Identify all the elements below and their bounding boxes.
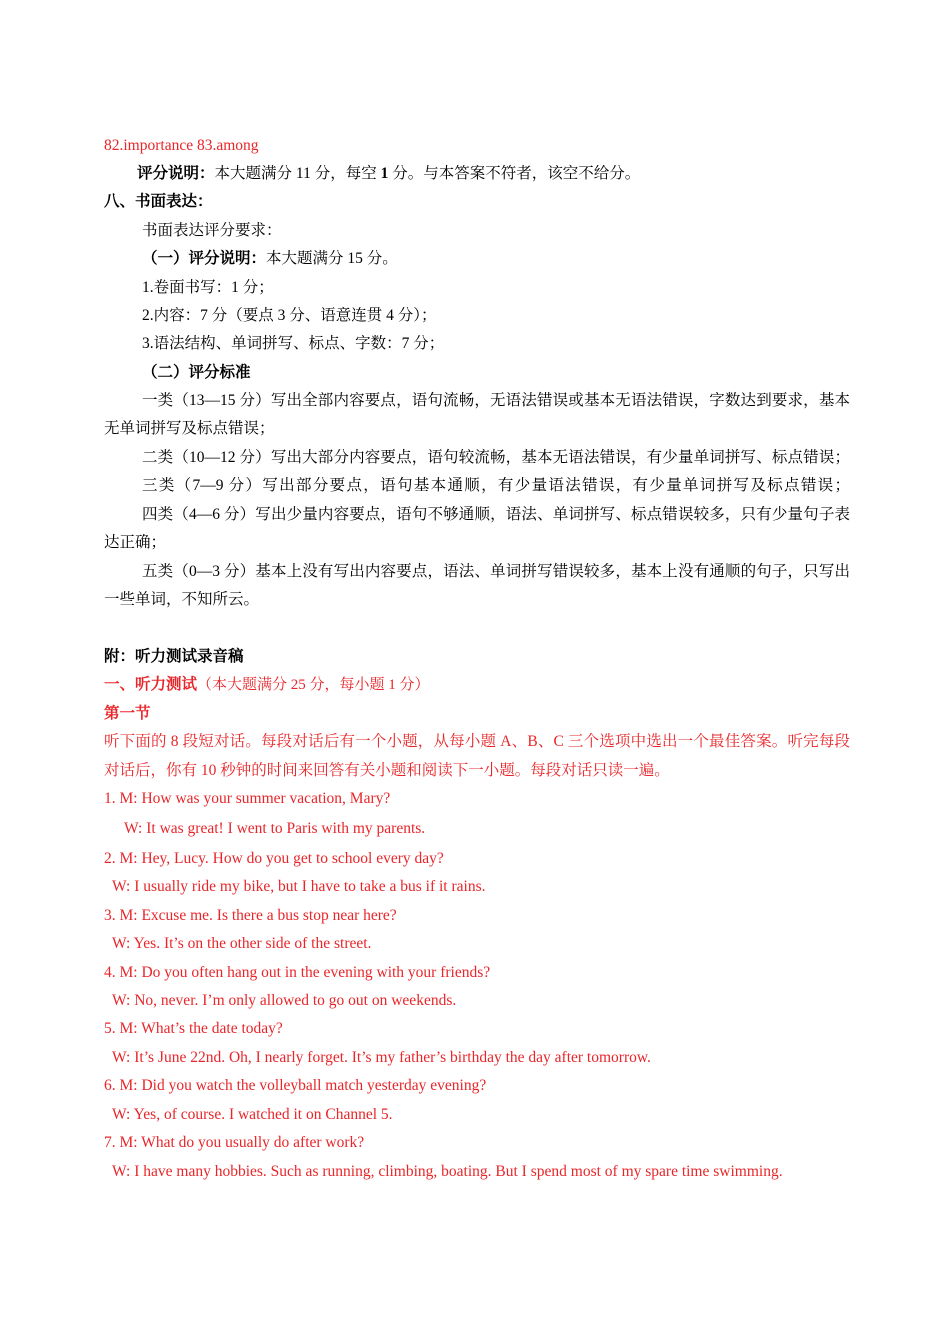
criteria-item: 3.语法结构、单词拼写、标点、字数：7 分； [142, 335, 445, 352]
listening-part-note: （本大题满分 25 分，每小题 1 分） [197, 677, 430, 693]
grade-1-line2: 无单词拼写及标点错误； [104, 420, 275, 437]
scoring-note [137, 164, 850, 184]
scoring-note-text: 本大题满分 11 分，每空 [214, 165, 381, 182]
dialogue-woman: W: I have many hobbies. Such as running, climbing, boating. But I spend most of my spare time swimming. [112, 1163, 783, 1180]
dialogue-man: 6. M: Did you watch the volleyball match yesterday evening? [104, 1077, 487, 1094]
dialogue-man: 5. M: What’s the date today? [104, 1020, 283, 1037]
scoring-description-text: 本大题满分 15 分。 [266, 250, 398, 267]
dialogue-woman: W: It’s June 22nd. Oh, I nearly forget. It’s my father’s birthday the day after tomorrow. [112, 1049, 651, 1066]
listening-part-label: 一、听力测试 [104, 676, 198, 693]
dialogue-man: 2. M: Hey, Lucy. How do you get to school every day? [104, 850, 444, 867]
appendix-heading: 附：听力测试录音稿 [104, 648, 244, 665]
dialogue-man: 1. M: How was your summer vacation, Mary? [104, 790, 391, 807]
criteria-item: 1.卷面书写：1 分； [142, 279, 274, 296]
dialogue-woman: W: I usually ride my bike, but I have to take a bus if it rains. [112, 878, 486, 895]
grade-4-line2: 达正确； [104, 534, 167, 551]
grade-1-line1: 一类（13—15 分）写出全部内容要点，语句流畅，无语法错误或基本无语法错误，字数达到要求，基本 [142, 392, 850, 409]
section-1-heading: 第一节 [104, 705, 151, 722]
listening-part-title [104, 675, 850, 695]
dialogue-woman: W: It was great! I went to Paris with my parents. [124, 820, 426, 837]
scoring-note-label: 评分说明： [137, 165, 215, 182]
grade-3-line1: 三类（7—9 分）写出部分要点，语句基本通顺，有少量语法错误，有少量单词拼写及标点错误； [142, 477, 850, 494]
dialogue-woman: W: Yes. It’s on the other side of the street. [112, 935, 372, 952]
grading-standard-heading: （二）评分标准 [142, 364, 251, 381]
scoring-description [142, 249, 850, 269]
instructions-line2: 对话后，你有 10 秒钟的时间来回答有关小题和阅读下一小题。每段对话只读一遍。 [104, 762, 670, 779]
dialogue-woman: W: Yes, of course. I watched it on Channel 5. [112, 1106, 393, 1123]
grade-5-line1: 五类（0—3 分）基本上没有写出内容要点，语法、单词拼写错误较多，基本上没有通顺的句子，只写出 [142, 563, 850, 580]
dialogue-man: 7. M: What do you usually do after work? [104, 1134, 365, 1151]
grade-4-line1: 四类（4—6 分）写出少量内容要点，语句不够通顺，语法、单词拼写、标点错误较多，只有少量句子表 [142, 506, 850, 523]
criteria-item: 2.内容：7 分（要点 3 分、语意连贯 4 分）； [142, 307, 437, 324]
instructions-line1: 听下面的 8 段短对话。每段对话后有一个小题，从每小题 A、B、C 三个选项中选出一个最佳答案。听完每段 [104, 733, 850, 750]
dialogue-man: 3. M: Excuse me. Is there a bus stop near here? [104, 907, 397, 924]
scoring-description-label: （一）评分说明： [142, 250, 267, 267]
dialogue-woman: W: No, never. I’m only allowed to go out on weekends. [112, 992, 457, 1009]
scoring-note-tail: 分。与本答案不符者，该空不给分。 [388, 165, 641, 182]
grade-5-line2: 一些单词，不知所云。 [104, 591, 260, 608]
section-8-heading: 八、书面表达： [104, 193, 213, 210]
answers-line: 82.importance 83.among [104, 137, 259, 154]
scoring-note-points: 1 [380, 165, 389, 182]
dialogue-man: 4. M: Do you often hang out in the evening with your friends? [104, 964, 491, 981]
writing-requirements: 书面表达评分要求： [142, 222, 282, 239]
grade-2-line1: 二类（10—12 分）写出大部分内容要点，语句较流畅，基本无语法错误，有少量单词拼写、标点错误； [142, 449, 850, 466]
